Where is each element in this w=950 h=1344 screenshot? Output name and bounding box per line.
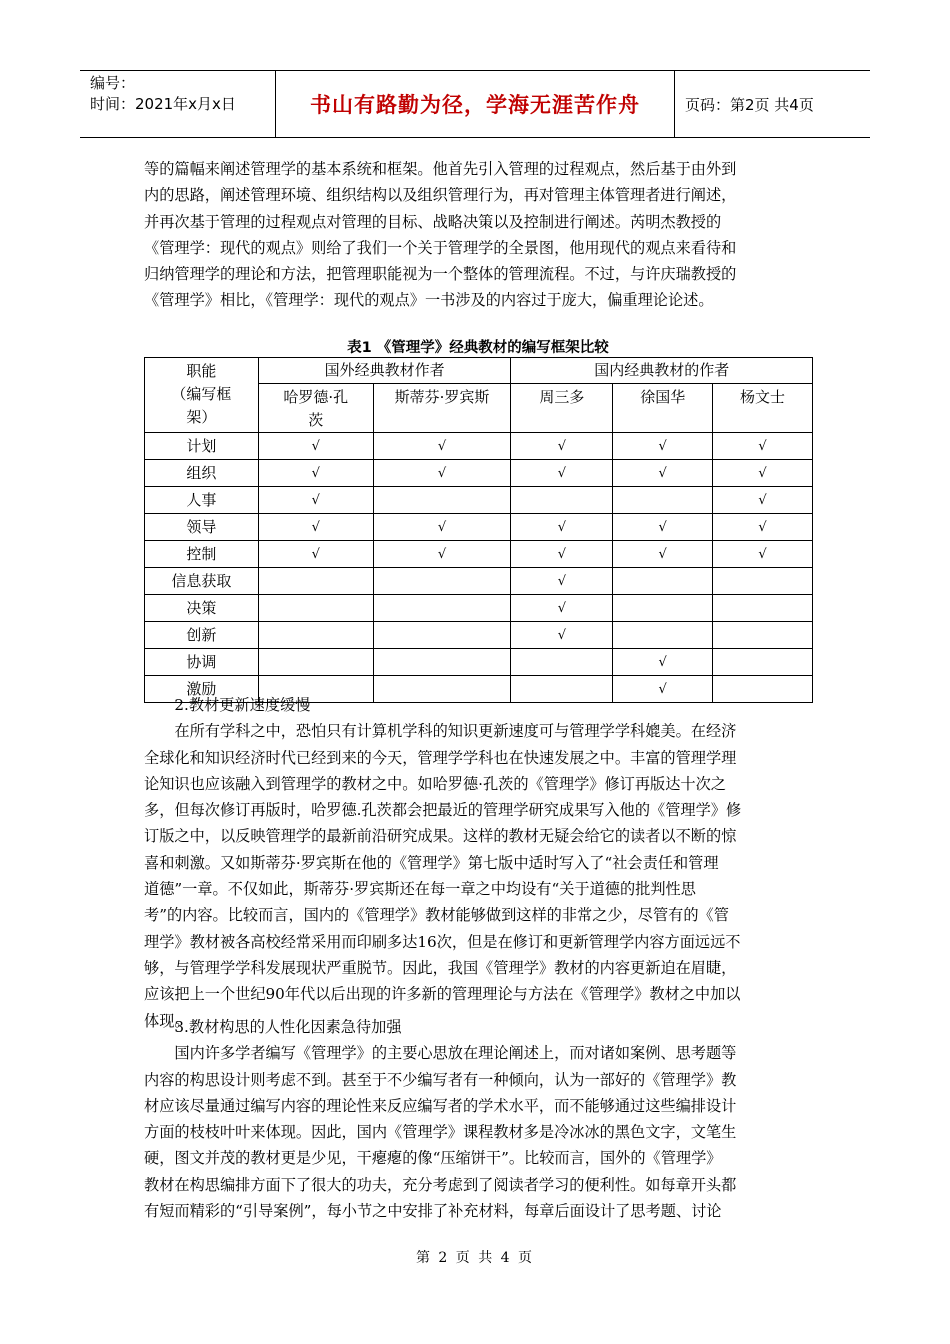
check-mark-icon: √: [557, 438, 566, 454]
check-mark-icon: √: [758, 546, 767, 562]
table-row: [145, 648, 813, 675]
empty-cell: [258, 567, 373, 594]
empty-cell: [713, 594, 813, 621]
check-mark-icon: √: [557, 600, 566, 616]
comparison-table: [144, 357, 813, 703]
author-name-line: 茨: [308, 410, 324, 429]
check-mark-icon: √: [311, 492, 320, 508]
text-line: 教材在构思编排方面下了很大的功夫，充分考虑到了阅读者学习的便利性。如每章开头都: [144, 1175, 737, 1194]
empty-cell: [713, 621, 813, 648]
header-meta: [80, 71, 276, 137]
table-row: [145, 567, 813, 594]
check-cell: [713, 513, 813, 540]
empty-cell: [713, 648, 813, 675]
corner-label-line: 职能: [186, 362, 217, 380]
check-cell: [511, 459, 613, 486]
empty-cell: [373, 621, 511, 648]
check-cell: [613, 432, 713, 459]
check-mark-icon: √: [658, 546, 667, 562]
check-cell: [613, 540, 713, 567]
header-motto: 书山有路勤为径，学海无涯苦作舟: [276, 71, 675, 137]
function-label-cell: 领导: [145, 513, 259, 540]
check-cell: [713, 486, 813, 513]
table-row: [145, 540, 813, 567]
author-header-cell: 徐国华: [613, 383, 713, 432]
empty-cell: [713, 567, 813, 594]
text-line: 体现。: [144, 1011, 190, 1030]
function-label-cell: 协调: [145, 648, 259, 675]
section-2: [144, 692, 812, 1034]
check-mark-icon: √: [557, 546, 566, 562]
text-line: 全球化和知识经济时代已经到来的今天，管理学学科也在快速发展之中。丰富的管理学理: [144, 748, 737, 767]
check-cell: [713, 432, 813, 459]
group-domestic-header: 国内经典教材的作者: [511, 358, 813, 384]
check-mark-icon: √: [758, 492, 767, 508]
function-label-cell: 信息获取: [145, 567, 259, 594]
text-line: 理学》教材被各高校经常采用而印刷多达16次，但是在修订和更新管理学内容方面远远不: [144, 932, 741, 951]
empty-cell: [613, 621, 713, 648]
section-heading: 2.教材更新速度缓慢: [174, 696, 311, 714]
check-cell: [373, 432, 511, 459]
check-cell: [713, 459, 813, 486]
check-mark-icon: √: [658, 438, 667, 454]
page-header: [80, 70, 870, 138]
check-cell: [511, 567, 613, 594]
section-3: [144, 1014, 812, 1224]
text-line: 论知识也应该融入到管理学的教材之中。如哈罗德·孔茨的《管理学》修订再版达十次之: [144, 774, 726, 793]
check-cell: [511, 621, 613, 648]
check-cell: [511, 540, 613, 567]
text-line: 道德”一章。不仅如此，斯蒂芬·罗宾斯还在每一章之中均设有“关于道德的批判性思: [144, 880, 696, 899]
author-name-line: 哈罗德·孔: [283, 387, 349, 406]
check-mark-icon: √: [658, 519, 667, 535]
empty-cell: [373, 486, 511, 513]
corner-label-line: 架）: [186, 408, 217, 426]
check-cell: [258, 486, 373, 513]
text-line: 考”的内容。比较而言，国内的《管理学》教材能够做到这样的非常之少，尽管有的《管: [144, 906, 729, 925]
text-line: 硬，图文并茂的教材更是少见，干瘪瘪的像“压缩饼干”。比较而言，国外的《管理学》: [144, 1149, 722, 1168]
text-line: 国内许多学者编写《管理学》的主要心思放在理论阐述上，而对诸如案例、思考题等: [174, 1044, 737, 1063]
text-line: 订版之中，以反映管理学的最新前沿研究成果。这样的教材无疑会给它的读者以不断的惊: [144, 827, 737, 846]
text-line: 内的思路，阐述管理环境、组织结构以及组织管理行为，再对管理主体管理者进行阐述，: [144, 186, 737, 205]
table-row: [145, 432, 813, 459]
function-label-cell: 组织: [145, 459, 259, 486]
header-page-label: 页码：第2页 共4页: [685, 95, 814, 114]
check-cell: [373, 540, 511, 567]
function-label-cell: 激励: [145, 675, 259, 702]
check-mark-icon: √: [658, 681, 667, 697]
check-mark-icon: √: [557, 627, 566, 643]
text-line: 喜和刺激。又如斯蒂芬·罗宾斯在他的《管理学》第七版中适时写入了“社会责任和管理: [144, 853, 719, 872]
check-mark-icon: √: [658, 465, 667, 481]
section-heading: 3.教材构思的人性化因素急待加强: [174, 1018, 402, 1036]
empty-cell: [511, 486, 613, 513]
author-header-cell: 杨文士: [713, 383, 813, 432]
check-cell: [373, 513, 511, 540]
text-line: 多，但每次修订再版时，哈罗德.孔茨都会把最近的管理学研究成果写入他的《管理学》修: [144, 801, 742, 820]
function-label-cell: 人事: [145, 486, 259, 513]
check-mark-icon: √: [437, 546, 447, 562]
group-foreign-header: 国外经典教材作者: [258, 358, 511, 384]
check-cell: [373, 459, 511, 486]
table-title: 表1 《管理学》经典教材的编写框架比较: [347, 340, 609, 356]
table-row: [145, 594, 813, 621]
check-mark-icon: √: [311, 438, 320, 454]
empty-cell: [613, 594, 713, 621]
function-label-cell: 创新: [145, 621, 259, 648]
check-mark-icon: √: [437, 519, 447, 535]
table-body: [145, 432, 813, 702]
date-label: 时间：2021年x月x日: [90, 95, 236, 113]
check-mark-icon: √: [311, 546, 320, 562]
author-header-cell: 周三多: [511, 383, 613, 432]
function-label-cell: 控制: [145, 540, 259, 567]
check-cell: [713, 540, 813, 567]
check-mark-icon: √: [758, 519, 767, 535]
table-row: [145, 621, 813, 648]
number-label: 编号：: [90, 74, 136, 92]
author-header-cell: 斯蒂芬·罗宾斯: [373, 383, 511, 432]
check-cell: [511, 513, 613, 540]
check-mark-icon: √: [658, 654, 667, 670]
table-header-row: [145, 358, 813, 384]
corner-header-cell: [145, 358, 259, 433]
check-mark-icon: √: [311, 519, 320, 535]
empty-cell: [258, 648, 373, 675]
check-cell: [258, 513, 373, 540]
text-line: 归纳管理学的理论和方法，把管理职能视为一个整体的管理流程。不过，与许庆瑞教授的: [144, 265, 737, 284]
empty-cell: [613, 486, 713, 513]
check-cell: [613, 513, 713, 540]
intro-paragraph: [144, 156, 812, 314]
corner-label-line: （编写框: [171, 385, 232, 403]
check-mark-icon: √: [557, 519, 566, 535]
text-line: 有短而精彩的“引导案例”，每小节之中安排了补充材料，每章后面设计了思考题、讨论: [144, 1202, 722, 1221]
function-label-cell: 决策: [145, 594, 259, 621]
empty-cell: [511, 648, 613, 675]
author-header-cell: [258, 383, 373, 432]
check-mark-icon: √: [758, 438, 767, 454]
table-row: [145, 513, 813, 540]
table-row: [145, 486, 813, 513]
text-line: 《管理学：现代的观点》则给了我们一个关于管理学的全景图，他用现代的观点来看待和: [144, 238, 737, 257]
empty-cell: [373, 648, 511, 675]
check-cell: [511, 594, 613, 621]
text-line: 内容的构思设计则考虑不到。甚至于不少编写者有一种倾向，认为一部好的《管理学》教: [144, 1070, 737, 1089]
function-label-cell: 计划: [145, 432, 259, 459]
check-cell: [613, 459, 713, 486]
text-line: 材应该尽量通过编写内容的理论性来反应编写者的学术水平，而不能够通过这些编排设计: [144, 1096, 737, 1115]
empty-cell: [258, 594, 373, 621]
text-line: 在所有学科之中，恐怕只有计算机学科的知识更新速度可与管理学学科媲美。在经济: [174, 722, 737, 741]
check-cell: [511, 432, 613, 459]
check-mark-icon: √: [437, 438, 447, 454]
check-mark-icon: √: [437, 465, 447, 481]
check-cell: [258, 540, 373, 567]
text-line: 够，与管理学学科发展现状严重脱节。因此，我国《管理学》教材的内容更新迫在眉睫，: [144, 958, 737, 977]
text-line: 并再次基于管理的过程观点对管理的目标、战略决策以及控制进行阐述。芮明杰教授的: [144, 212, 722, 231]
text-line: 应该把上一个世纪90年代以后出现的许多新的管理理论与方法在《管理学》教材之中加以: [144, 985, 741, 1004]
check-mark-icon: √: [557, 573, 566, 589]
check-cell: [258, 432, 373, 459]
check-cell: [258, 459, 373, 486]
check-mark-icon: √: [311, 465, 320, 481]
empty-cell: [373, 567, 511, 594]
check-mark-icon: √: [557, 465, 566, 481]
table-row: [145, 459, 813, 486]
empty-cell: [373, 594, 511, 621]
text-line: 《管理学》相比，《管理学：现代的观点》一书涉及的内容过于庞大，偏重理论论述。: [144, 291, 714, 310]
empty-cell: [258, 621, 373, 648]
check-mark-icon: √: [758, 465, 767, 481]
text-line: 方面的枝枝叶叶来体现。因此，国内《管理学》课程教材多是冷冰冰的黑色文字，文笔生: [144, 1123, 737, 1142]
check-cell: [613, 648, 713, 675]
text-line: 等的篇幅来阐述管理学的基本系统和框架。他首先引入管理的过程观点，然后基于由外到: [144, 160, 737, 178]
page-footer: 第 2 页 共 4 页: [415, 1250, 535, 1266]
empty-cell: [613, 567, 713, 594]
